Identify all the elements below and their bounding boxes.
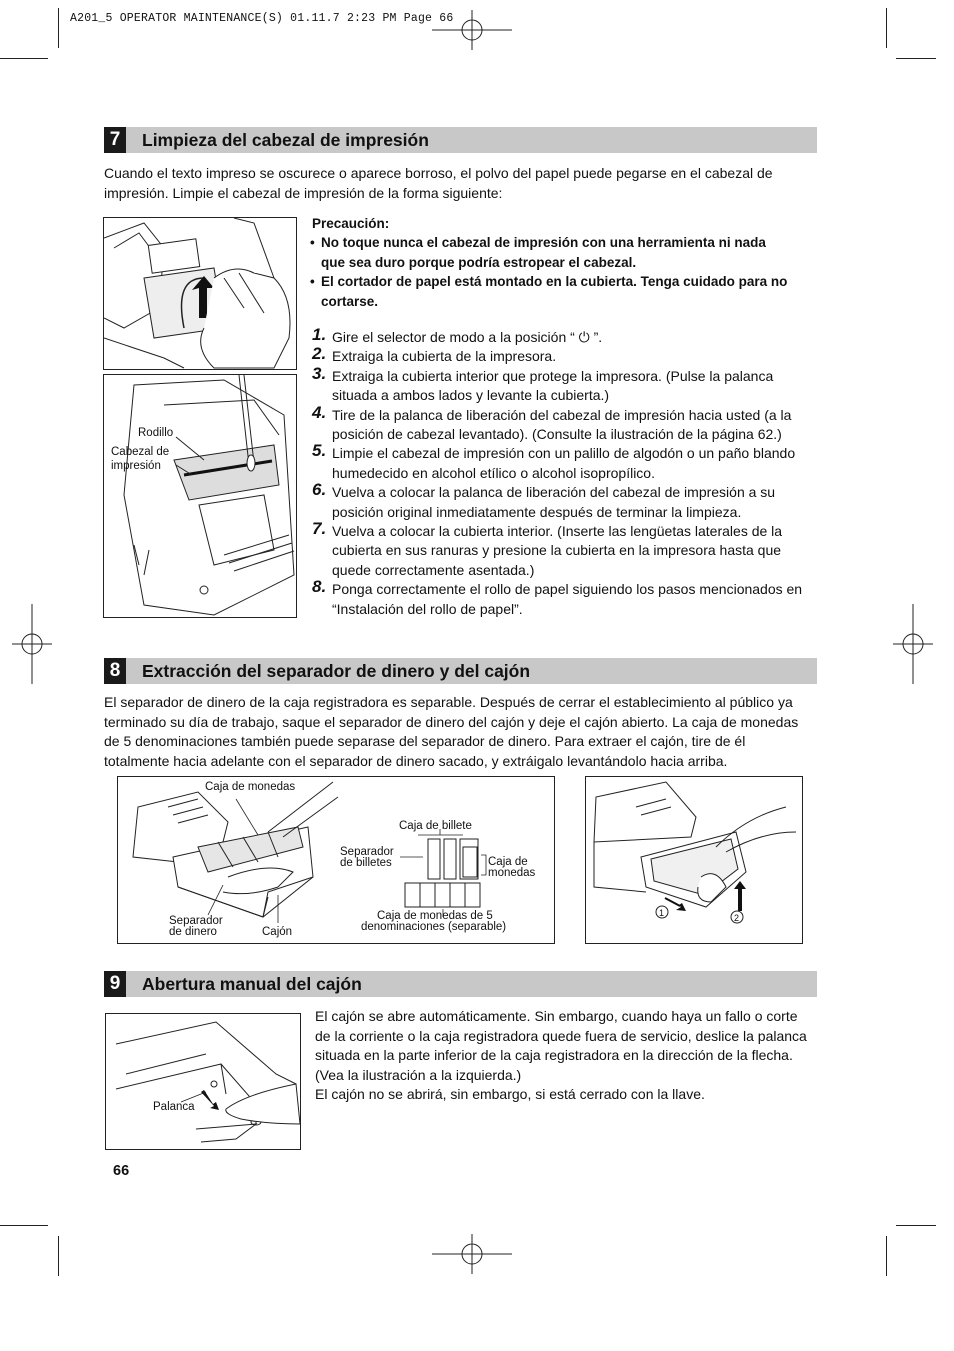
caution-title: Precaución: (312, 216, 390, 231)
step-item: 7. Vuelva a colocar la cubierta interior. (Inserte las lengüetas laterales de la cubierta en sus ranuras y presione la cubierta en la impresora hasta que quede correctamente asentada.) (312, 519, 783, 578)
printer-cover-drawing (104, 218, 296, 369)
crop-mark (886, 1236, 887, 1276)
bill-separator-label-2: de billetes (340, 857, 392, 869)
coin-case-side-label-2: monedas (488, 867, 536, 879)
money-separator-label-1: Separador (169, 915, 223, 927)
caution-box (312, 214, 827, 311)
drawer-label: Cajón (262, 926, 293, 938)
crop-mark (58, 1236, 59, 1276)
manual-drawer-release-illustration (105, 1013, 301, 1150)
printer-cover-illustration (103, 217, 297, 370)
coin-case-label: Caja de monedas (205, 781, 296, 793)
crop-mark (896, 58, 936, 59)
money-separator-illustration (117, 776, 555, 944)
drawer-removal-drawing (586, 777, 802, 943)
registration-mark-right (893, 604, 933, 684)
step-item: 5. Limpie el cabezal de impresión con un palillo de algodón o un paño blando humedecido en alcohol etílico o alcohol isopropílico. (312, 441, 796, 481)
drawer-release-drawing (106, 1014, 300, 1149)
print-head-drawing (104, 375, 296, 617)
bill-case-label: Caja de billete (399, 820, 472, 832)
section-title: Abertura manual del cajón (142, 974, 362, 994)
page-number: 66 (113, 1163, 130, 1179)
file-header: A201_5 OPERATOR MAINTENANCE(S) 01.11.7 2:23 PM Page 66 (70, 12, 454, 25)
print-head-label-1: Cabezal de (111, 446, 170, 458)
print-head-label-2: impresión (111, 460, 161, 472)
crop-mark (58, 8, 59, 48)
section-8-intro: El separador de dinero de la caja registradora es separable. Después de cerrar el establecimiento al público ya terminado su día de trabajo, saque el separador de dinero del cajón y deje el cajón abierto. La caja de monedas de 5 denominaciones también puede separase del separador de dinero. Para extraer el cajón, tire de él totalmente hacia adelante con el separador de dinero sacado, y extráigalo levantándolo hacia arriba. (104, 694, 799, 769)
drawer-step-2-marker: 2 (734, 913, 740, 923)
step-item: 4. Tire de la palanca de liberación del cabezal de impresión hacia usted (a la posición de cabezal levantado). (Consulte la ilustración de la página 62.) (312, 402, 792, 443)
crop-mark (886, 8, 887, 48)
money-separator-label-2: de dinero (169, 926, 217, 938)
caution-item: • El cortador de papel está montado en la cubierta. Tenga cuidado para no cortarse. (312, 272, 827, 311)
section-7-header (104, 127, 817, 153)
coin5-case-label-2: denominaciones (separable) (361, 921, 507, 933)
crop-mark (896, 1225, 936, 1226)
roller-label: Rodillo (138, 427, 174, 439)
section-7-intro: Cuando el texto impreso se oscurece o aparece borroso, el polvo del papel puede pegarse en el cabezal de impresión. Limpie el cabezal de impresión de la forma siguiente: (104, 165, 773, 201)
crop-mark (0, 58, 48, 59)
drawer-step-1-marker: 1 (659, 908, 665, 918)
section-number: 9 (104, 971, 126, 997)
coin-case-side-label-1: Caja de (488, 856, 528, 868)
step-item: 6. Vuelva a colocar la palanca de liberación del cabezal de impresión a su posición original inmediatamente después de terminar la limpieza. (312, 480, 776, 520)
section-title: Limpieza del cabezal de impresión (142, 130, 429, 150)
section-8-header (104, 658, 817, 684)
caution-item: • No toque nunca el cabezal de impresión con una herramienta ni nada que sea duro porque podría estropear el cabezal. (312, 233, 827, 272)
step-item: 2. Extraiga la cubierta de la impresora. (312, 344, 557, 365)
section-9-header (104, 971, 817, 997)
section-9-body: El cajón se abre automáticamente. Sin embargo, cuando haya un fallo o corte de la corriente o la caja registradora quede fuera de servicio, deslice la palanca situada en la parte inferior de la caja registradora en la dirección de la flecha. (Vea la ilustración a la izquierda.) El cajón no se abrirá, sin embargo, si está cerrado con la llave. (315, 1008, 807, 1102)
step-item: 8. Ponga correctamente el rollo de papel siguiendo los pasos mencionados en “Instalación del rollo de papel”. (312, 577, 803, 617)
print-head-cleaning-illustration (103, 374, 297, 618)
section-number: 7 (104, 127, 126, 153)
cleaning-steps (312, 325, 827, 619)
section-number: 8 (104, 658, 126, 684)
lever-label: Palanca (153, 1101, 195, 1113)
step-item: 1. Gire el selector de modo a la posición “ ⏻ ”. (312, 325, 603, 345)
bill-separator-label-1: Separador (340, 846, 394, 858)
crop-mark (0, 1225, 48, 1226)
step-item: 3. Extraiga la cubierta interior que protege la impresora. (Pulse la palanca situada a ambos lados y levante la cubierta.) (312, 363, 774, 404)
registration-mark-left (12, 604, 52, 684)
section-title: Extracción del separador de dinero y del cajón (142, 661, 531, 681)
coin5-case-label-1: Caja de monedas de 5 (377, 910, 493, 922)
registration-mark-bottom (432, 1234, 512, 1274)
drawer-removal-illustration (585, 776, 803, 944)
